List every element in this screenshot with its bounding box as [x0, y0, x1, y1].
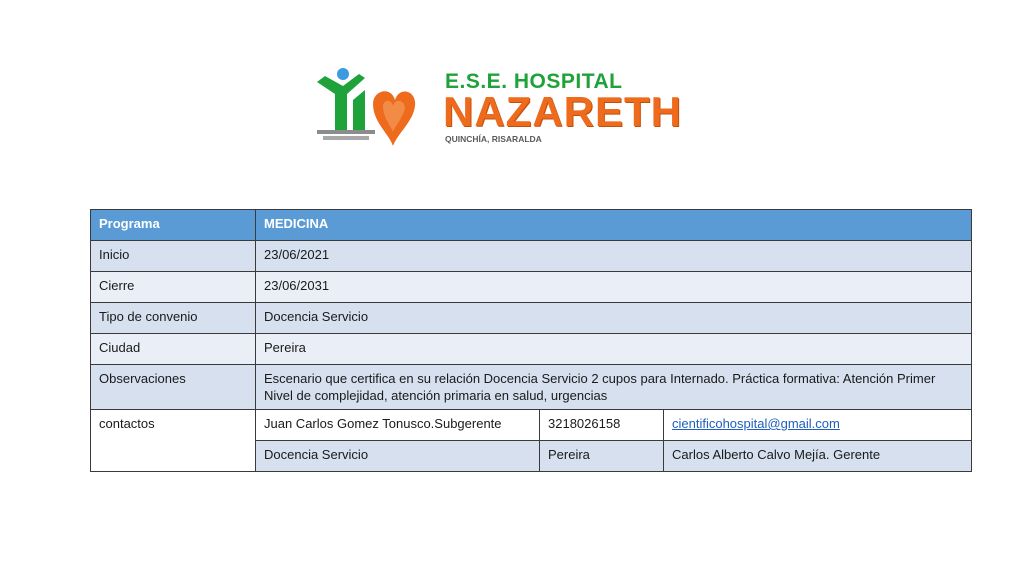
contact-type: Docencia Servicio	[256, 441, 540, 472]
table-row	[91, 272, 972, 303]
contact-email-link[interactable]: cientificohospital@gmail.com	[672, 416, 840, 431]
row-value-observaciones: Escenario que certifica en su relación Docencia Servicio 2 cupos para Internado. Práctica formativa: Atención Primer Nivel de complejidad, atención primaria en salud, urgencias	[256, 365, 972, 410]
contact-phone: 3218026158	[540, 410, 664, 441]
row-label-contactos: contactos	[91, 410, 256, 472]
program-info-table	[90, 209, 972, 472]
logo-location: QUINCHÍA, RISARALDA	[445, 134, 542, 144]
header-label: Programa	[91, 210, 256, 241]
hospital-logo	[305, 58, 690, 150]
row-label-cierre: Cierre	[91, 272, 256, 303]
table-row	[91, 365, 972, 410]
row-label-observaciones: Observaciones	[91, 365, 256, 410]
row-label-tipo-convenio: Tipo de convenio	[91, 303, 256, 334]
logo-hospital-name: NAZARETH	[443, 88, 682, 135]
contact-name: Juan Carlos Gomez Tonusco.Subgerente	[256, 410, 540, 441]
row-value-inicio: 23/06/2021	[256, 241, 972, 272]
contact-email-cell	[664, 410, 972, 441]
table-row	[91, 241, 972, 272]
row-label-inicio: Inicio	[91, 241, 256, 272]
row-label-ciudad: Ciudad	[91, 334, 256, 365]
table-row	[91, 334, 972, 365]
contact-manager: Carlos Alberto Calvo Mejía. Gerente	[664, 441, 972, 472]
table-header-row	[91, 210, 972, 241]
row-value-ciudad: Pereira	[256, 334, 972, 365]
table-row	[91, 303, 972, 334]
contact-city: Pereira	[540, 441, 664, 472]
row-value-tipo-convenio: Docencia Servicio	[256, 303, 972, 334]
row-value-cierre: 23/06/2031	[256, 272, 972, 303]
header-value: MEDICINA	[256, 210, 972, 241]
logo-title: E.S.E. HOSPITAL	[445, 70, 623, 93]
hospital-emblem-icon	[313, 60, 417, 148]
table-row	[91, 410, 972, 441]
